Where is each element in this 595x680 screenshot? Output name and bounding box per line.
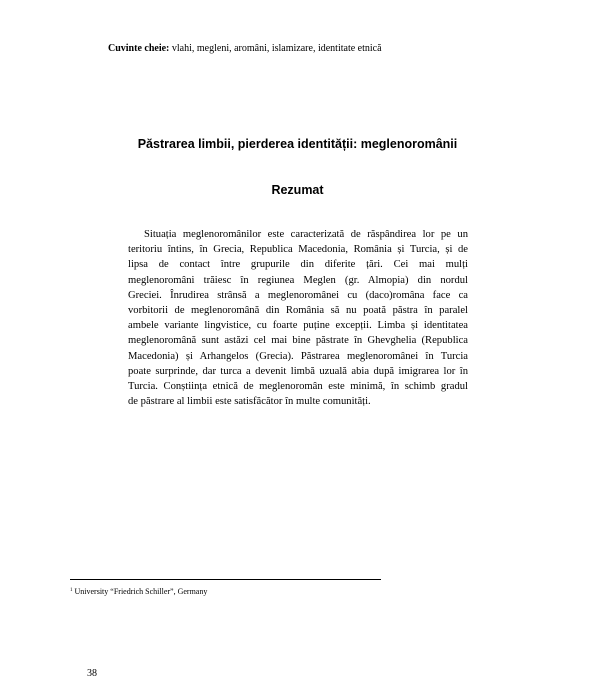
abstract-line: meglenoromână sunt astăzi cel mai bine păstrate în Ghevghelia (Republica (128, 335, 468, 347)
abstract-paragraph (128, 227, 468, 409)
footnote-marker: 1 (70, 588, 73, 593)
keywords-text: vlahi, megleni, aromâni, islamizare, identitate etnică (171, 43, 382, 54)
abstract-line: poate surprinde, dar turca a devenit limbă uzuală abia după imigrarea lor în (128, 365, 468, 377)
abstract-line: Greciei. Înrudirea strânsă a meglenoromânei cu (daco)româna face ca (128, 289, 468, 301)
abstract-line: ambele variante lingvistice, cu foarte puține excepții. Limba și identitatea (128, 320, 468, 332)
abstract-line: Turcia. Conștiința etnică de meglenoromân este minimă, în schimb gradul (128, 380, 468, 392)
article-title: Păstrarea limbii, pierderea identității: meglenoromânii (137, 137, 458, 151)
abstract-line: vorbitorii de meglenoromână din România să nu poată păstra în paralel (128, 304, 468, 316)
footnote (70, 586, 207, 597)
footnote-divider (70, 579, 381, 580)
footnote-text: University “Friedrich Schiller”, Germany (74, 587, 208, 596)
keywords-line (108, 43, 382, 55)
abstract-line: meglenoromâni trăiesc în regiunea Meglen (gr. Almopia) din nordul (128, 274, 468, 286)
abstract-line: de păstrare al limbii este satisfăcător în multe comunități. (128, 396, 371, 408)
keywords-label: Cuvinte cheie: (108, 43, 170, 54)
abstract-line: teritoriu întins, în Grecia, Republica Macedonia, România și Turcia, și de (128, 244, 468, 256)
abstract-heading: Rezumat (271, 183, 324, 197)
page-number: 38 (87, 668, 97, 679)
abstract-line: Macedonia) și Arhangelos (Grecia). Păstrarea meglenoromânei în Turcia (128, 350, 468, 362)
abstract-line: Situația meglenoromânilor este caracterizată de răspândirea lor pe un (144, 229, 468, 240)
abstract-line: lipsa de contact între grupurile din diferite țări. Cei mai mulți (128, 259, 468, 271)
